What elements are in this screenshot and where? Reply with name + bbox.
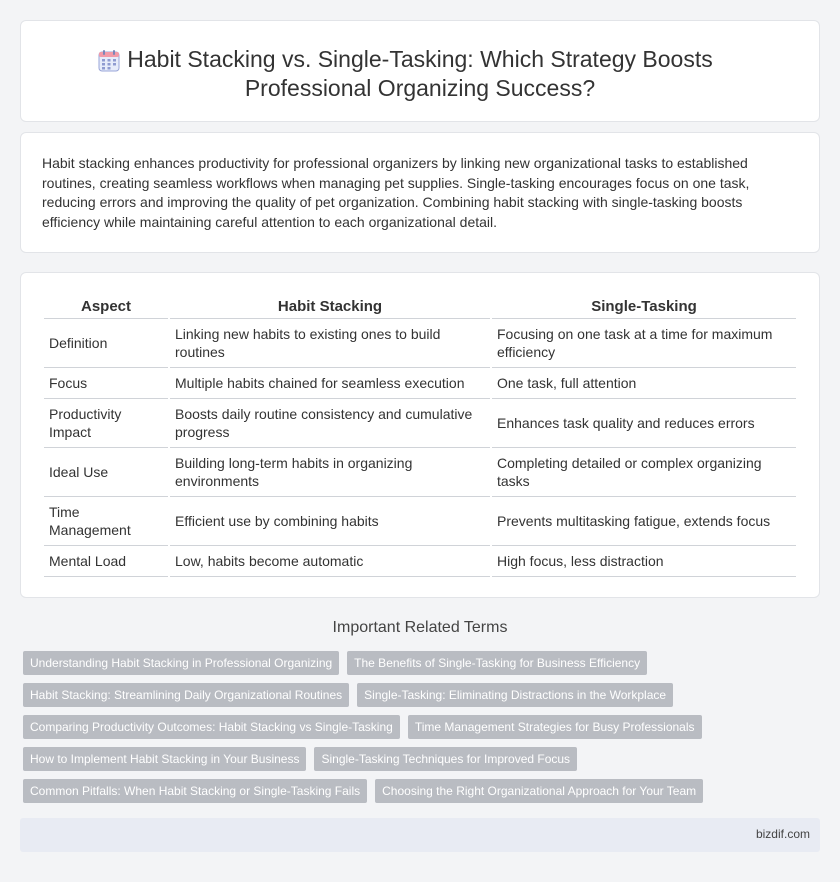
table-cell: Prevents multitasking fatigue, extends focus [492,497,796,546]
footer-site-link[interactable]: bizdif.com [755,827,810,841]
title-wrap [21,45,819,103]
tag-row [23,683,723,707]
table-cell: Time Management [44,497,168,546]
table-cell: Focusing on one task at a time for maximum efficiency [492,319,796,368]
column-header-aspect: Aspect [44,297,168,319]
table-row [44,448,796,497]
table-cell: Focus [44,368,168,399]
page-title: Habit Stacking vs. Single-Tasking: Which Strategy Boosts Professional Organizing Success? [127,46,713,101]
table-cell: One task, full attention [492,368,796,399]
table-cell: Low, habits become automatic [170,546,490,577]
table-row [44,546,796,577]
table-row [44,399,796,448]
related-term-tag[interactable]: How to Implement Habit Stacking in Your Business [23,747,306,771]
related-term-tag[interactable]: The Benefits of Single-Tasking for Business Efficiency [347,651,647,675]
column-header-habit-stacking: Habit Stacking [170,297,490,319]
table-cell: Mental Load [44,546,168,577]
table-cell: Boosts daily routine consistency and cumulative progress [170,399,490,448]
related-term-tag[interactable]: Single-Tasking: Eliminating Distractions in the Workplace [357,683,673,707]
tag-row [23,715,723,739]
related-term-tag[interactable]: Understanding Habit Stacking in Professional Organizing [23,651,339,675]
table-cell: Efficient use by combining habits [170,497,490,546]
comparison-card [20,272,820,598]
table-row [44,319,796,368]
tag-row [23,651,723,675]
column-header-single-tasking: Single-Tasking [492,297,796,319]
intro-paragraph: Habit stacking enhances productivity for professional organizers by linking new organizational tasks to established routines, creating seamless workflows when managing pet supplies. Single-tasking encourages focus on one task, reducing errors and improving the quality of pet organization. Combining habit stacking with single-tasking boosts efficiency while maintaining careful attention to each organizational detail. [42,155,750,230]
table-cell: Ideal Use [44,448,168,497]
title-card [20,20,820,122]
related-terms-heading: Important Related Terms [332,619,508,636]
comparison-table [42,297,798,577]
table-cell: Completing detailed or complex organizing tasks [492,448,796,497]
intro-card [20,132,820,253]
table-cell: Definition [44,319,168,368]
table-row [44,497,796,546]
related-term-tag[interactable]: Time Management Strategies for Busy Professionals [408,715,702,739]
table-row [44,368,796,399]
footer [20,818,820,852]
table-cell: Building long-term habits in organizing environments [170,448,490,497]
table-header-row [44,297,796,319]
table-cell: Enhances task quality and reduces errors [492,399,796,448]
table-cell: Productivity Impact [44,399,168,448]
related-term-tag[interactable]: Habit Stacking: Streamlining Daily Organizational Routines [23,683,349,707]
table-cell: Linking new habits to existing ones to build routines [170,319,490,368]
related-term-tag[interactable]: Single-Tasking Techniques for Improved Focus [314,747,577,771]
tag-row [23,747,723,771]
table-cell: High focus, less distraction [492,546,796,577]
related-term-tag[interactable]: Common Pitfalls: When Habit Stacking or Single-Tasking Fails [23,779,367,803]
related-terms-list [23,651,723,811]
related-term-tag[interactable]: Comparing Productivity Outcomes: Habit Stacking vs Single-Tasking [23,715,400,739]
tag-row [23,779,723,803]
related-term-tag[interactable]: Choosing the Right Organizational Approach for Your Team [375,779,703,803]
calendar-icon [96,48,122,74]
table-cell: Multiple habits chained for seamless execution [170,368,490,399]
